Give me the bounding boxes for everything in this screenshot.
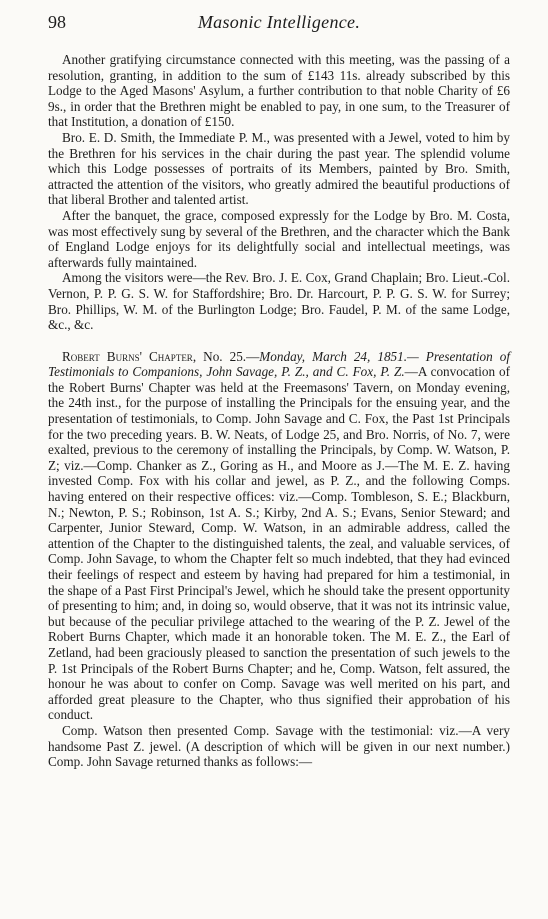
paragraph-jewel-presentation: Bro. E. D. Smith, the Immediate P. M., was presented with a Jewel, voted to him by the Brethren for his services in the chair during the past year. The splendid volume which this Lodge possesses of portraits of its Members, painted by Bro. Smith, attracted the attention of the visitors, who greatly admired the beautiful productions of that liberal Brother and talented artist. bbox=[48, 129, 510, 208]
article-body bbox=[48, 52, 510, 770]
paragraph-asylum-donation: Another gratifying circumstance connected with this meeting, was the passing of a resolution, granting, in addition to the sum of £143 11s. already subscribed by this Lodge to the Aged Masons' Asylum, a further contribution to that noble Charity of £6 9s., in order that the Brethren might be enabled to pay, in one sum, to the Treasurer of that Institution, a donation of £150. bbox=[48, 52, 510, 130]
chapter-report-text: —A convocation of the Robert Burns' Chapter was held at the Freemasons' Tavern, on Monday evening, the 24th inst., for the purpose of installing the Principals for the ensuing year, and the presentation of testimonials, to Comp. John Savage and C. Fox, the Past 1st Principals for the two preceding years. B. W. Neats, of Lodge 25, and Bro. Norris, of No. 7, were exalted, previous to the ceremony of installing the Principals, by Comp. W. Watson, P. Z; viz.—Comp. Chanker as Z., Goring as H., and Moore as J.—The M. E. Z. having invested Comp. Fox with his collar and jewel, as P. Z., and the following Comps. having entered on their respective offices: viz.—Comp. Tombleson, S. E.; Blackburn, N.; Newton, P. S.; Robinson, 1st A. S.; Kirby, 2nd A. S.; Evans, Senior Steward; and Carpenter, Junior Steward, Comp. W. Watson, in an admirable address, called the attention of the Chapter to the distinguished talents, the zeal, and valuable services, of Comp. John Savage, to whom the Chapter felt so much indebted, that they had evinced their feelings of respect and esteem by having had prepared for him a testimonial, in the shape of a Past First Principal's Jewel, which he should take the present opportunity of presenting to him; and, in doing so, would observe, that it was not its intrinsic value, but because of the peculiar privilege attached to the wearing of the P. Z. Jewel of the Robert Burns Chapter, which made it an honorable token. The M. E. Z., the Earl of Zetland, had been graciously pleased to sanction the presentation of such jewels to the P. 1st Principals of the Robert Burns Chapter; and he, Comp. Watson, felt assured, the honour he was about to confer on Comp. Savage was well merited on his part, and afforded great pleasure to the Chapter, who thus signified their approbation of his conduct. bbox=[48, 364, 510, 723]
paragraph-visitors: Among the visitors were—the Rev. Bro. J. E. Cox, Grand Chaplain; Bro. Lieut.-Col. Vernon, P. P. G. S. W. for Staffordshire; Bro. Dr. Harcourt, P. P. G. S. W. for Surrey; Bro. Phillips, W. M. of the Burlington Lodge; Bro. Faudel, P. M. of the same Lodge, &c., &c. bbox=[48, 270, 510, 333]
chapter-date: Monday, March 24, 1851.— bbox=[259, 348, 419, 364]
paragraph-banquet: After the banquet, the grace, composed expressly for the Lodge by Bro. M. Costa, was most effectively sung by several of the Brethren, and the character which the Bank of England Lodge enjoys for its delightfully social and intellectual meetings, was afterwards fully maintained. bbox=[48, 207, 510, 270]
paragraph-robert-burns-chapter bbox=[48, 349, 510, 723]
paragraph-testimonial: Comp. Watson then presented Comp. Savage with the testimonial: viz.—A very handsome Past Z. jewel. (A description of which will be given in our next number.) Comp. John Savage returned thanks as follows:— bbox=[48, 722, 510, 770]
chapter-number: , No. 25.— bbox=[192, 348, 260, 364]
chapter-subtitle: Presentation of Testimonials to Companions, John Savage, P. Z., and C. Fox, P. Z. bbox=[48, 348, 510, 380]
running-head: Masonic Intelligence. bbox=[197, 12, 361, 32]
page-number: 98 bbox=[48, 12, 66, 32]
chapter-name: Robert Burns' Chapter bbox=[62, 348, 193, 364]
page-header bbox=[48, 10, 510, 38]
